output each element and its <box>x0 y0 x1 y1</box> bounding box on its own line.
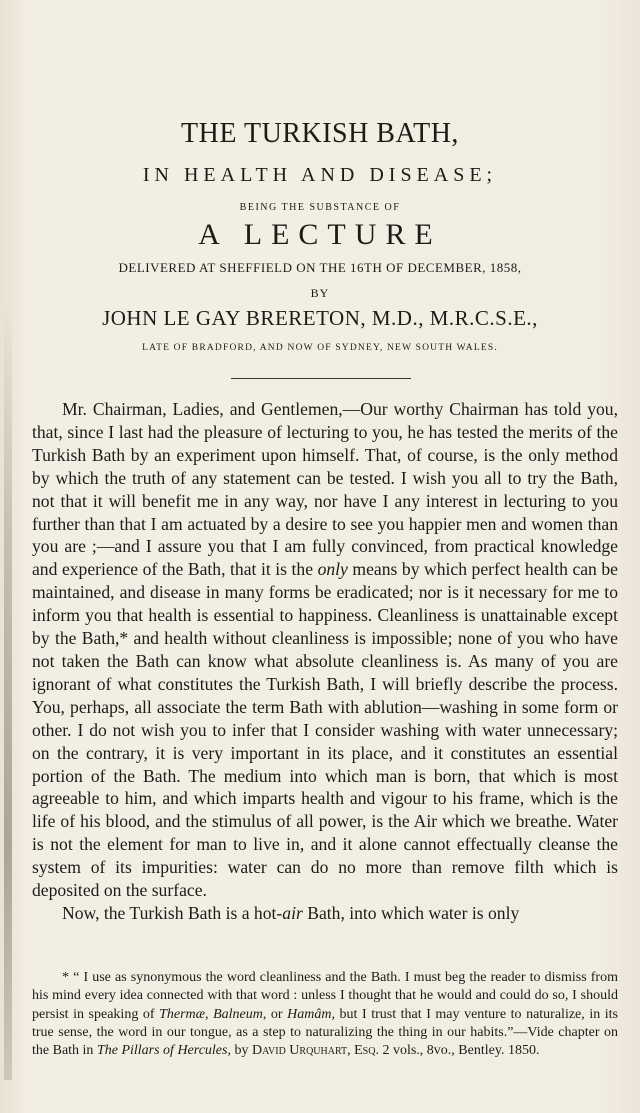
delivered-line: DELIVERED AT SHEFFIELD ON THE 16TH OF DECEMBER, 1858, <box>118 260 522 275</box>
binding-shadow <box>4 300 12 1080</box>
author-note: LATE OF BRADFORD, AND NOW OF SYDNEY, NEW SOUTH WALES. <box>142 343 498 353</box>
paragraph: Mr. Chairman, Ladies, and Gentlemen,—Our worthy Chairman has told you, that, since I last had the pleasure of lecturing to you, he has tested the merits of the Turkish Bath by an experiment upon himself. That, of course, is the only method by which the truth of any statement can be tested. I wish you all to try the Bath, not that it will benefit me in any way, nor have I any interest in lecturing to you further than that I am actuated by a desire to see you happier men and women than you are ;—and I assure you that I am fully convinced, from practical knowledge and experience of the Bath, that it is the only means by which perfect health can be maintained, and disease in many forms be eradicated; nor is it necessary for me to inform you that health is essential to happiness. Cleanliness is unattainable except by the Bath,* and health without cleanliness is impossible; none of you who have not taken the Bath can know what absolute cleanliness is. As many of you are ignorant of what constitutes the Turkish Bath, I will briefly describe the process. You, perhaps, all associate the term Bath with ablution—washing in some form or other. I do not wish you to infer that I consider washing with water unnecessary; on the contrary, it is very important in its place, and it constitutes an essential portion of the Bath. The medium into which man is born, that which is most agreeable to him, and which imparts health and vigour to his frame, which is the life of his blood, and the stimulus of all power, is the Air which we breathe. Water is not the element for man to live in, and it alone cannot effectually cleanse the system of its impurities: water can do no more than remove filth which is deposited on the surface. <box>32 399 618 901</box>
book-title: THE TURKISH BATH, <box>181 118 459 149</box>
by-line: BY <box>310 286 330 300</box>
lecture-body <box>32 398 618 925</box>
being-line: BEING THE SUBSTANCE OF <box>239 202 401 213</box>
footnote: * “ I use as synonymous the word cleanliness and the Bath. I must beg the reader to dismiss from his mind every idea connected with that word : unless I thought that he would and could do so, I should persist in speaking of Thermæ, Balneum, or Hamâm, but I trust that I may venture to naturalize, in its true sense, the word in our tongue, as a step to naturalizing the thing in our habits.”—Vide chapter on the Bath in The Pillars of Hercules, by David Urquhart, Esq. 2 vols., 8vo., Bentley. 1850. <box>32 970 618 1059</box>
divider-rule <box>231 378 411 379</box>
paragraph: Now, the Turkish Bath is a hot-air Bath, into which water is only <box>62 902 520 923</box>
book-subtitle: IN HEALTH AND DISEASE; <box>142 164 498 186</box>
lecture-heading: A LECTURE <box>198 218 442 251</box>
author-name: JOHN LE GAY BRERETON, M.D., M.R.C.S.E., <box>102 306 538 330</box>
